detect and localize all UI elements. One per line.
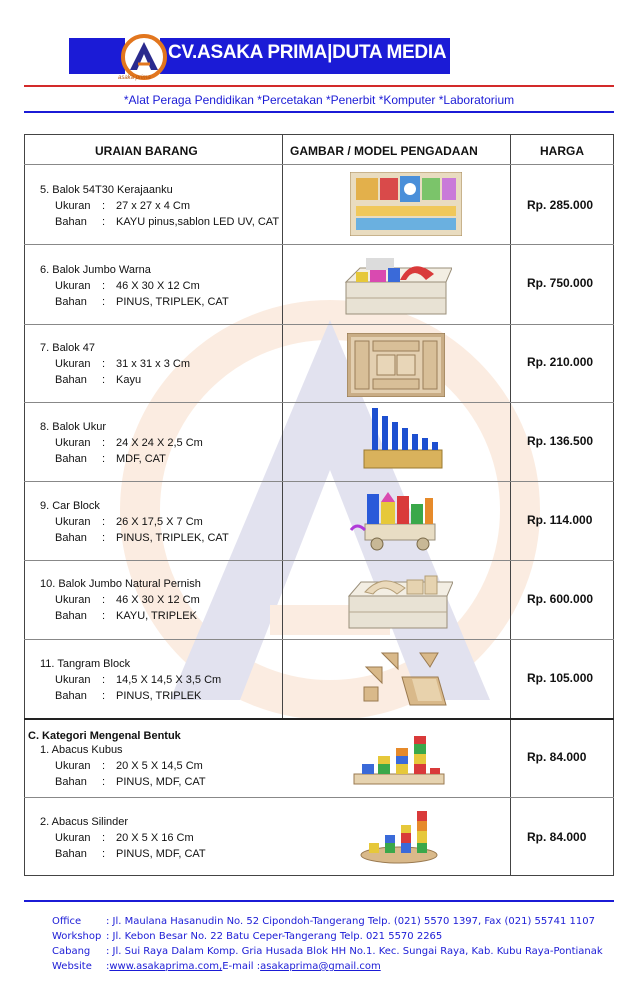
item-title: 7. Balok 47 (40, 342, 96, 354)
list-item: 9. Car Block Ukuran : 26 X 17,5 X 7 Cm Bahan : PINUS, TRIPLEK, CAT (40, 500, 229, 544)
item-title: 10. Balok Jumbo Natural Pernish (40, 578, 201, 590)
item-price: Rp. 600.000 (527, 592, 594, 606)
product-image-tangram-block (360, 649, 450, 711)
workshop-address: : Jl. Kebon Besar No. 22 Batu Ceper-Tangerang Telp. 021 5570 2265 (106, 931, 443, 942)
section-heading: C. Kategori Mengenal Bentuk (28, 730, 181, 742)
item-material: PINUS, TRIPLEK (116, 690, 202, 702)
material-label: Bahan (55, 296, 87, 308)
material-label: Bahan (55, 848, 87, 860)
list-item: 11. Tangram Block Ukuran : 14,5 X 14,5 X 3,5 Cm Bahan : PINUS, TRIPLEK (40, 658, 222, 702)
item-title: 2. Abacus Silinder (40, 816, 129, 828)
row-divider (24, 639, 614, 640)
item-material: PINUS, MDF, CAT (116, 776, 206, 788)
cabang-label: Cabang (52, 946, 91, 957)
item-title: 9. Car Block (40, 500, 100, 512)
size-label: Ukuran (55, 200, 91, 212)
size-label: Ukuran (55, 516, 91, 528)
item-price: Rp. 114.000 (527, 513, 593, 527)
header-bar-left (69, 38, 125, 74)
item-title: 11. Tangram Block (40, 658, 131, 670)
list-item: 5. Balok 54T30 Kerajaanku Ukuran : 27 x 27 x 4 Cm Bahan : KAYU pinus,sablon LED UV, CAT (40, 184, 280, 228)
header-divider-blue (24, 111, 614, 113)
footer-contact (52, 914, 603, 974)
item-size: 14,5 X 14,5 X 3,5 Cm (116, 674, 222, 686)
office-label: Office (52, 916, 82, 927)
list-item: 10. Balok Jumbo Natural Pernish Ukuran : 46 X 30 X 12 Cm Bahan : KAYU, TRIPLEK (40, 578, 201, 622)
product-image-car-block (347, 488, 443, 552)
list-item: 1. Abacus Kubus Ukuran : 20 X 5 X 14,5 Cm Bahan : PINUS, MDF, CAT (40, 744, 206, 788)
item-material: PINUS, TRIPLEK, CAT (116, 532, 229, 544)
item-title: 8. Balok Ukur (40, 421, 107, 433)
company-logo-icon (121, 34, 167, 80)
item-price: Rp. 84.000 (527, 750, 587, 764)
row-divider (24, 244, 614, 245)
item-size: 46 X 30 X 12 Cm (116, 594, 200, 606)
row-divider (24, 481, 614, 482)
section-divider (24, 718, 614, 720)
row-divider (24, 402, 614, 403)
size-label: Ukuran (55, 674, 91, 686)
item-material: MDF, CAT (116, 453, 166, 465)
item-material: Kayu (116, 374, 142, 386)
material-label: Bahan (55, 216, 87, 228)
product-image-balok-47 (347, 333, 445, 397)
product-image-balok-jumbo-natural (343, 568, 453, 632)
item-material: PINUS, TRIPLEK, CAT (116, 296, 229, 308)
logo-caption: asaka prima (118, 75, 151, 81)
header-divider-red (24, 85, 614, 87)
company-title: CV.ASAKA PRIMA|DUTA MEDIA GROUP (168, 42, 519, 63)
row-divider (24, 164, 614, 165)
email-link[interactable]: asakaprima@gmail.com (260, 961, 381, 972)
material-label: Bahan (55, 374, 87, 386)
size-label: Ukuran (55, 760, 91, 772)
material-label: Bahan (55, 453, 87, 465)
row-divider (24, 560, 614, 561)
cabang-address: : Jl. Sui Raya Dalam Komp. Gria Husada Blok HH No.1. Kec. Sungai Raya, Kab. Kubu Raya-Pontianak (106, 946, 603, 957)
product-image-balok-ukur (362, 406, 444, 472)
row-divider (24, 797, 614, 798)
item-title: 6. Balok Jumbo Warna (40, 264, 151, 276)
item-material: PINUS, MDF, CAT (116, 848, 206, 860)
size-label: Ukuran (55, 437, 91, 449)
table-col-divider-1 (282, 134, 283, 718)
table-col-divider-2 (510, 134, 511, 718)
material-label: Bahan (55, 610, 87, 622)
website-link[interactable]: www.asakaprima.com, (109, 961, 223, 972)
row-divider (24, 324, 614, 325)
size-label: Ukuran (55, 594, 91, 606)
material-label: Bahan (55, 532, 87, 544)
item-price: Rp. 210.000 (527, 355, 594, 369)
item-size: 20 X 5 X 14,5 Cm (116, 760, 203, 772)
item-material: KAYU, TRIPLEK (116, 610, 197, 622)
footer-divider (24, 900, 614, 902)
col-header-price: HARGA (540, 144, 584, 158)
product-image-balok-kerajaanku (350, 172, 462, 236)
website-label: Website (52, 961, 92, 972)
website-prefix: : (106, 961, 110, 972)
item-title: 5. Balok 54T30 Kerajaanku (40, 184, 173, 196)
item-price: Rp. 285.000 (527, 198, 594, 212)
col-header-item: URAIAN BARANG (95, 144, 198, 158)
item-size: 24 X 24 X 2,5 Cm (116, 437, 203, 449)
item-size: 31 x 31 x 3 Cm (116, 358, 190, 370)
size-label: Ukuran (55, 358, 91, 370)
item-price: Rp. 105.000 (527, 671, 594, 685)
product-image-balok-jumbo-warna (340, 252, 452, 318)
col-header-image: GAMBAR / MODEL PENGADAAN (290, 144, 478, 158)
item-title: 1. Abacus Kubus (40, 744, 123, 756)
item-size: 27 x 27 x 4 Cm (116, 200, 190, 212)
item-size: 26 X 17,5 X 7 Cm (116, 516, 203, 528)
size-label: Ukuran (55, 832, 91, 844)
item-price: Rp. 84.000 (527, 830, 587, 844)
size-label: Ukuran (55, 280, 91, 292)
email-prefix: E-mail : (222, 961, 261, 972)
workshop-label: Workshop (52, 931, 102, 942)
company-tagline: *Alat Peraga Pendidikan *Percetakan *Penerbit *Komputer *Laboratorium (123, 93, 515, 107)
item-size: 20 X 5 X 16 Cm (116, 832, 194, 844)
product-image-abacus-kubus (352, 728, 446, 790)
list-item: 2. Abacus Silinder Ukuran : 20 X 5 X 16 Cm Bahan : PINUS, MDF, CAT (40, 816, 206, 860)
item-material: KAYU pinus,sablon LED UV, CAT (116, 216, 280, 228)
list-item: 8. Balok Ukur Ukuran : 24 X 24 X 2,5 Cm Bahan : MDF, CAT (40, 421, 203, 465)
item-price: Rp. 136.500 (527, 434, 594, 448)
product-image-abacus-silinder (357, 805, 441, 867)
material-label: Bahan (55, 690, 87, 702)
item-price: Rp. 750.000 (527, 276, 594, 290)
item-size: 46 X 30 X 12 Cm (116, 280, 200, 292)
office-address: : Jl. Maulana Hasanudin No. 52 Cipondoh-Tangerang Telp. (021) 5570 1397, Fax (021) 55741 1107 (106, 916, 595, 927)
list-item: 7. Balok 47 Ukuran : 31 x 31 x 3 Cm Bahan : Kayu (40, 342, 190, 386)
material-label: Bahan (55, 776, 87, 788)
list-item: 6. Balok Jumbo Warna Ukuran : 46 X 30 X 12 Cm Bahan : PINUS, TRIPLEK, CAT (40, 264, 229, 308)
